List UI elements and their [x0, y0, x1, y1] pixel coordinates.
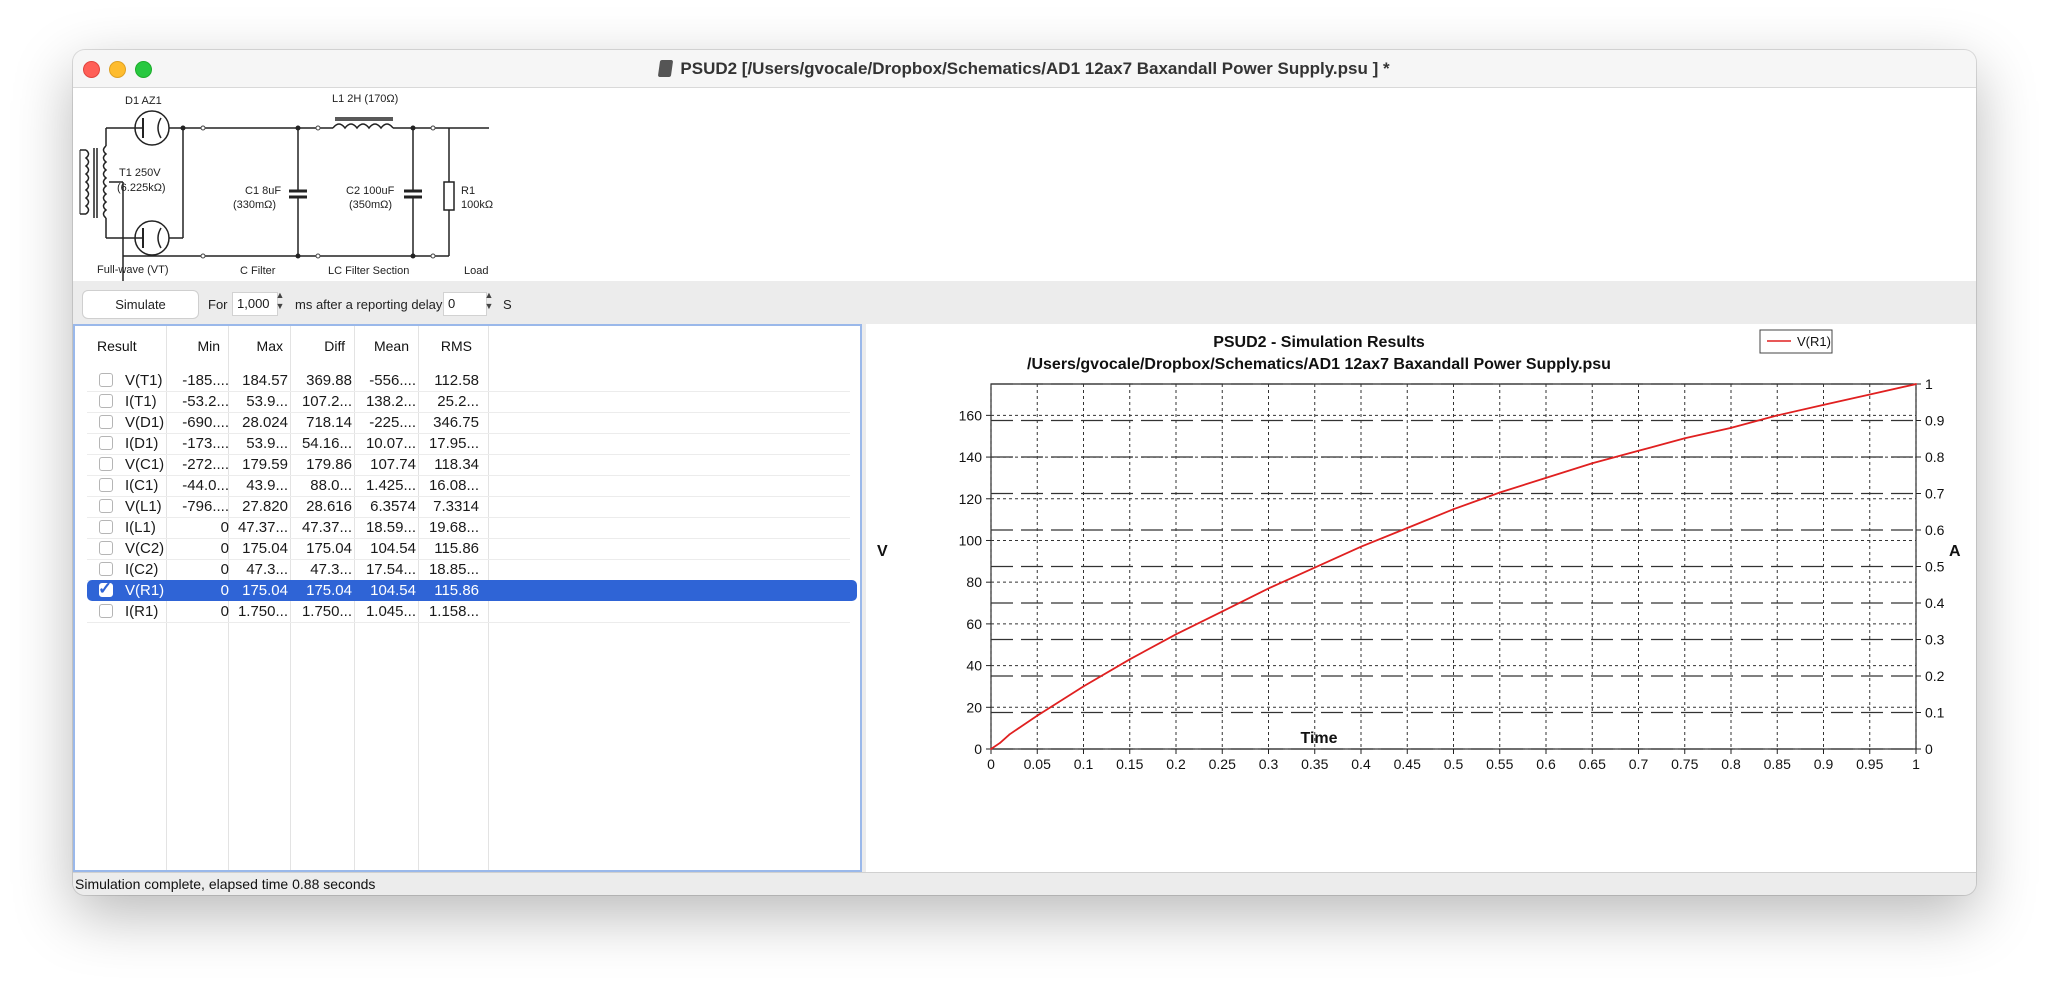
x-tick-label: 0.1: [1073, 756, 1094, 772]
cell-diff: 107.2...: [301, 393, 352, 410]
cell-max: 184.57: [242, 372, 288, 389]
y2-tick-label: 0.2: [1925, 668, 1945, 684]
cell-min: 0: [220, 540, 229, 557]
x-tick-label: 0.5: [1443, 756, 1464, 772]
x-tick-label: 0.05: [1023, 756, 1051, 772]
header-max[interactable]: Max: [256, 338, 283, 354]
cell-min: -796....: [182, 498, 229, 515]
y2-tick-label: 0.3: [1925, 631, 1945, 648]
transformer-primary-coil: [86, 150, 89, 214]
cell-mean: 104.54: [370, 582, 416, 599]
cell-mean: 10.07...: [365, 435, 416, 452]
y2-tick-label: 0.8: [1925, 449, 1945, 465]
x-tick-label: 0.85: [1763, 756, 1791, 772]
y-tick-label: 80: [966, 574, 982, 591]
chevron-down-icon[interactable]: ▼: [275, 301, 285, 311]
x-tick-label: 0.65: [1578, 756, 1606, 772]
x-tick-label: 0.8: [1721, 756, 1741, 772]
cell-rms: 17.95...: [428, 435, 479, 452]
r1-label: R1: [461, 185, 476, 197]
delay-stepper[interactable]: [484, 290, 494, 316]
row-checkbox[interactable]: [99, 520, 113, 534]
header-rms[interactable]: RMS: [440, 338, 472, 354]
chart-panel: [866, 324, 1976, 872]
cell-diff: 47.3...: [310, 561, 352, 578]
c2-esr: (350mΩ): [349, 199, 393, 211]
table-row[interactable]: [87, 412, 857, 433]
cell-diff: 88.0...: [310, 477, 352, 494]
document-icon: [658, 60, 673, 77]
cell-max: 43.9...: [246, 477, 288, 494]
cell-rms: 118.34: [434, 456, 479, 473]
inductor-label: L1 2H (170Ω): [332, 93, 399, 105]
x-tick-label: 0.4: [1351, 756, 1371, 772]
cell-min: 0: [220, 519, 229, 536]
y-tick-label: 60: [966, 615, 982, 632]
cell-min: -173....: [182, 435, 229, 452]
row-checkbox[interactable]: [99, 394, 113, 408]
table-row[interactable]: [87, 433, 857, 454]
cell-name: I(C1): [125, 477, 159, 494]
inductor-l1: [333, 124, 393, 128]
x-tick-label: 0.75: [1671, 756, 1699, 772]
section-lcfilter: LC Filter Section: [328, 265, 410, 277]
cell-diff: 369.88: [306, 372, 352, 389]
status-bar: Simulation complete, elapsed time 0.88 seconds: [73, 872, 1976, 895]
row-checkbox[interactable]: [99, 478, 113, 492]
cell-max: 1.750...: [237, 603, 288, 620]
header-mean[interactable]: Mean: [373, 338, 409, 354]
cell-diff: 718.14: [306, 414, 352, 431]
cell-rms: 18.85...: [428, 561, 479, 578]
ms-after-label: ms after a reporting delay: [295, 297, 443, 312]
row-checkbox[interactable]: [99, 562, 113, 576]
table-row[interactable]: [87, 517, 857, 538]
r1-value: 100kΩ: [461, 199, 494, 211]
cell-min: -690....: [182, 414, 229, 431]
cell-max: 27.820: [242, 498, 288, 515]
data-point: [1314, 567, 1316, 569]
cell-rms: 7.3314: [433, 498, 479, 515]
cell-name: I(R1): [125, 603, 159, 620]
y-axis-label: V: [877, 543, 888, 560]
chart-svg: [866, 324, 1976, 872]
y2-tick-label: 0.6: [1925, 522, 1945, 538]
data-point: [1823, 404, 1825, 406]
cell-max: 175.04: [242, 540, 288, 557]
row-checkbox[interactable]: [99, 436, 113, 450]
row-checkbox[interactable]: [99, 604, 113, 618]
duration-input[interactable]: 1,000: [232, 292, 278, 316]
cell-mean: 107.74: [370, 456, 416, 473]
y2-tick-label: 0.9: [1925, 412, 1945, 429]
data-point: [1499, 492, 1501, 494]
y-tick-label: 20: [966, 699, 982, 716]
y-tick-label: 160: [958, 407, 982, 424]
c1-esr: (330mΩ): [233, 199, 277, 211]
cell-mean: -225....: [369, 414, 416, 431]
y-tick-label: 140: [958, 449, 982, 466]
c2-label: C2 100uF: [346, 185, 395, 197]
cell-name: I(L1): [125, 519, 156, 536]
cell-max: 47.3...: [246, 561, 288, 578]
cell-rms: 112.58: [434, 372, 479, 389]
cell-mean: 18.59...: [365, 519, 416, 536]
cell-name: V(D1): [125, 414, 165, 431]
data-point: [990, 748, 992, 750]
for-label: For: [208, 297, 228, 312]
cell-diff: 175.04: [306, 540, 352, 557]
cell-diff: 179.86: [306, 456, 352, 473]
x-tick-label: 1: [1912, 756, 1920, 772]
schematic-panel[interactable]: [73, 88, 1976, 281]
transformer-impedance: (6.225kΩ): [117, 182, 166, 194]
cell-mean: 6.3574: [370, 498, 416, 515]
cell-max: 175.04: [242, 582, 288, 599]
cell-name: I(D1): [125, 435, 159, 452]
app-window: [73, 50, 1976, 895]
row-checkbox[interactable]: [99, 499, 113, 513]
data-point: [1776, 414, 1778, 416]
y-tick-label: 0: [974, 741, 982, 757]
transformer-secondary-coil: [104, 146, 107, 218]
cell-name: V(T1): [125, 372, 163, 389]
cell-diff: 175.04: [306, 582, 352, 599]
table-row[interactable]: [87, 580, 857, 601]
data-point: [1268, 588, 1270, 590]
cell-mean: 17.54...: [365, 561, 416, 578]
cell-diff: 1.750...: [301, 603, 352, 620]
x-tick-label: 0.55: [1486, 756, 1514, 772]
cell-min: -272....: [182, 456, 229, 473]
y2-axis-label: A: [1949, 543, 1961, 560]
simulate-button[interactable]: Simulate: [82, 290, 199, 319]
chevron-down-icon[interactable]: ▼: [484, 301, 494, 311]
section-cfilter: C Filter: [240, 265, 276, 277]
x-axis-label: Time: [1300, 730, 1338, 747]
cell-diff: 28.616: [306, 498, 352, 515]
cell-max: 47.37...: [237, 519, 288, 536]
transformer-label: T1 250V: [119, 167, 161, 179]
cell-rms: 19.68...: [428, 519, 479, 536]
cell-min: -53.2...: [182, 393, 229, 410]
y2-tick-label: 0.4: [1925, 595, 1945, 611]
cell-name: V(C1): [125, 456, 165, 473]
seconds-label: S: [503, 297, 512, 312]
duration-stepper[interactable]: [275, 290, 285, 316]
cell-min: 0: [220, 561, 229, 578]
x-tick-label: 0.25: [1208, 756, 1236, 772]
table-row[interactable]: [87, 391, 857, 412]
y-tick-label: 100: [958, 532, 982, 549]
c1-label: C1 8uF: [245, 185, 282, 197]
chevron-up-icon[interactable]: ▲: [484, 290, 494, 300]
cell-rms: 115.86: [434, 582, 479, 599]
legend-label-v-r1: V(R1): [1797, 334, 1831, 349]
chart-title: PSUD2 - Simulation Results: [1213, 334, 1425, 351]
data-point: [999, 742, 1001, 744]
cell-max: 28.024: [242, 414, 288, 431]
data-point: [1406, 527, 1408, 529]
data-point: [1360, 546, 1362, 548]
y2-tick-label: 0.7: [1925, 485, 1945, 502]
cell-name: V(C2): [125, 540, 165, 557]
cell-name: V(R1): [125, 582, 165, 599]
x-tick-label: 0.15: [1116, 756, 1144, 772]
data-point: [1175, 633, 1177, 635]
table-row[interactable]: [87, 475, 857, 496]
x-tick-label: 0.45: [1393, 756, 1421, 772]
delay-input[interactable]: 0: [443, 292, 487, 316]
y-tick-label: 40: [966, 657, 982, 674]
data-point: [1018, 727, 1020, 729]
title-bar: [73, 50, 1976, 88]
x-tick-label: 0: [987, 756, 995, 772]
data-point: [1453, 508, 1455, 510]
cell-name: I(T1): [125, 393, 157, 410]
cell-mean: 138.2...: [365, 393, 416, 410]
cell-rms: 115.86: [434, 540, 479, 557]
y2-tick-label: 0.5: [1925, 558, 1945, 575]
cell-min: 0: [220, 582, 229, 599]
x-tick-label: 0.7: [1628, 756, 1649, 772]
window-title: [73, 59, 1976, 79]
x-tick-label: 0.9: [1813, 756, 1834, 772]
cell-max: 53.9...: [246, 435, 288, 452]
x-tick-label: 0.95: [1856, 756, 1884, 772]
results-table[interactable]: [73, 324, 862, 872]
x-tick-label: 0.35: [1301, 756, 1329, 772]
x-tick-label: 0.2: [1166, 756, 1186, 772]
data-point: [1638, 450, 1640, 452]
row-separator: [87, 622, 850, 623]
header-min[interactable]: Min: [197, 338, 220, 354]
data-point: [1545, 477, 1547, 479]
cell-rms: 25.2...: [437, 393, 479, 410]
table-row[interactable]: [87, 559, 857, 580]
data-point: [1915, 383, 1917, 385]
header-result[interactable]: Result: [97, 338, 137, 354]
y-tick-label: 120: [958, 490, 982, 507]
cell-min: -185....: [182, 372, 229, 389]
table-row[interactable]: [87, 454, 857, 475]
row-checkbox[interactable]: [99, 373, 113, 387]
cell-mean: -556....: [369, 372, 416, 389]
table-row[interactable]: [87, 601, 857, 622]
window-title-text: PSUD2 [/Users/gvocale/Dropbox/Schematics/AD1 12ax7 Baxandall Power Supply.psu ] *: [680, 59, 1390, 78]
table-row[interactable]: [87, 370, 857, 391]
data-point: [1591, 462, 1593, 464]
cell-max: 179.59: [242, 456, 288, 473]
cell-name: I(C2): [125, 561, 159, 578]
header-diff[interactable]: Diff: [324, 338, 345, 354]
cell-min: 0: [220, 603, 229, 620]
cell-diff: 47.37...: [301, 519, 352, 536]
y2-tick-label: 1: [1925, 376, 1933, 392]
cell-diff: 54.16...: [301, 435, 352, 452]
row-checkbox[interactable]: [99, 415, 113, 429]
x-tick-label: 0.6: [1536, 756, 1556, 772]
resistor-r1: [444, 182, 454, 210]
cell-rms: 1.158...: [428, 603, 479, 620]
chart-legend: [1760, 330, 1832, 353]
data-point: [1036, 715, 1038, 717]
data-point: [1009, 734, 1011, 736]
y2-tick-label: 0: [1925, 741, 1933, 757]
row-checkbox[interactable]: [99, 457, 113, 471]
checkmark-icon: ✓: [98, 579, 113, 598]
section-fullwave: Full-wave (VT): [97, 264, 169, 276]
cell-max: 53.9...: [246, 393, 288, 410]
cell-rms: 346.75: [433, 414, 479, 431]
data-point: [1869, 394, 1871, 396]
data-point: [1684, 437, 1686, 439]
section-load: Load: [464, 265, 489, 277]
cell-mean: 1.045...: [365, 603, 416, 620]
table-row[interactable]: [87, 496, 857, 517]
table-row[interactable]: [87, 538, 857, 559]
x-tick-label: 0.3: [1258, 756, 1279, 772]
data-point: [1221, 610, 1223, 612]
data-point: [1083, 686, 1085, 688]
cell-rms: 16.08...: [428, 477, 479, 494]
schematic-diagram[interactable]: [73, 88, 553, 281]
cell-mean: 104.54: [370, 540, 416, 557]
chevron-up-icon[interactable]: ▲: [275, 290, 285, 300]
chart-subtitle: /Users/gvocale/Dropbox/Schematics/AD1 12ax7 Baxandall Power Supply.psu: [1027, 356, 1611, 373]
row-checkbox[interactable]: [99, 541, 113, 555]
rectifier-label: D1 AZ1: [125, 95, 162, 107]
cell-mean: 1.425...: [365, 477, 416, 494]
cell-min: -44.0...: [182, 477, 229, 494]
data-point: [1129, 658, 1131, 660]
y2-tick-label: 0.1: [1925, 704, 1945, 721]
data-point: [1730, 427, 1732, 429]
cell-name: V(L1): [125, 498, 162, 515]
